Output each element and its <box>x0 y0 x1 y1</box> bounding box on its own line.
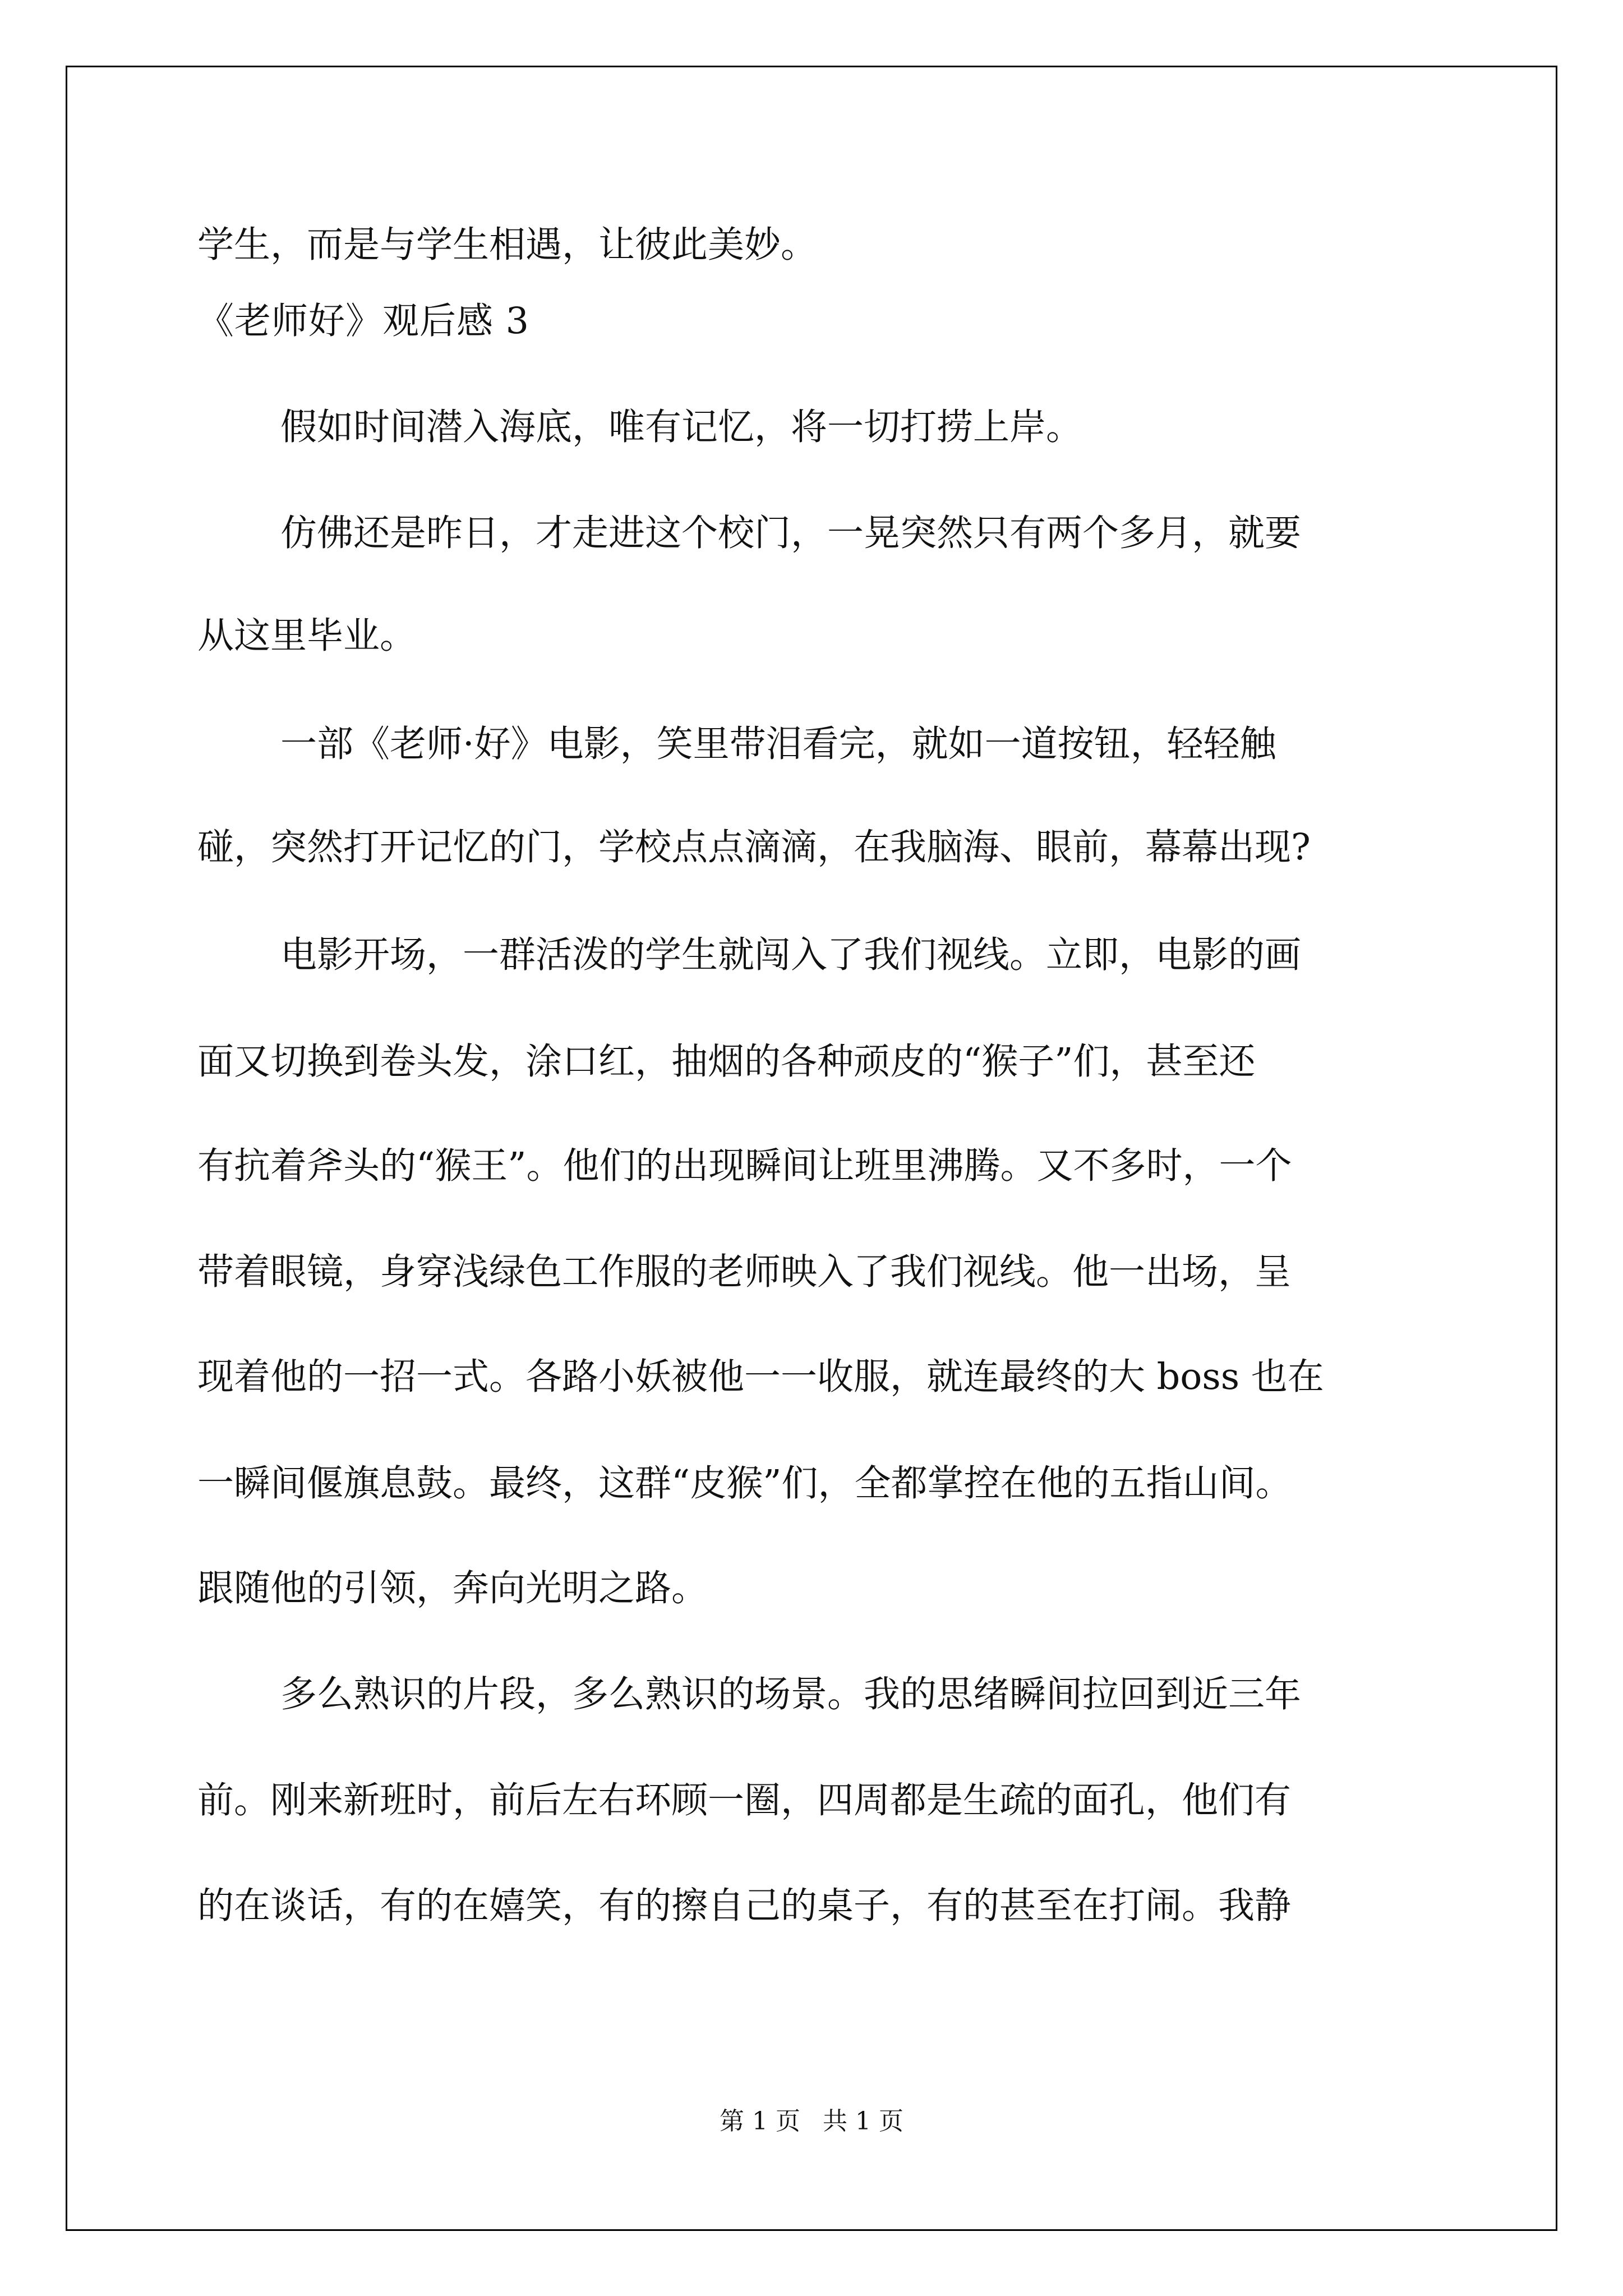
paragraph-line: 的在谈话，有的在嬉笑，有的擦自己的桌子，有的甚至在打闹。我静 <box>197 1885 1292 1927</box>
text-line: 学生，而是与学生相遇，让彼此美妙。 <box>197 224 818 266</box>
page-number: 第 1 页 <box>720 2107 800 2136</box>
paragraph-line: 有抗着斧头的“猴王”。他们的出现瞬间让班里沸腾。又不多时，一个 <box>197 1145 1292 1187</box>
section-title: 《老师好》观后感 3 <box>197 300 530 342</box>
paragraph-line: 碰，突然打开记忆的门，学校点点滴滴，在我脑海、眼前，幕幕出现? <box>197 826 1311 868</box>
paragraph-line: 一部《老师·好》电影，笑里带泪看完，就如一道按钮，轻轻触 <box>280 723 1276 765</box>
paragraph-line: 假如时间潜入海底，唯有记忆，将一切打捞上岸。 <box>280 406 1083 448</box>
paragraph-line: 多么熟识的片段，多么熟识的场景。我的思绪瞬间拉回到近三年 <box>280 1673 1302 1715</box>
paragraph-line: 仿佛还是昨日，才走进这个校门，一晃突然只有两个多月，就要 <box>280 512 1302 554</box>
paragraph-line: 一瞬间偃旗息鼓。最终，这群“皮猴”们，全都掌控在他的五指山间。 <box>197 1462 1292 1504</box>
paragraph-line: 电影开场，一群活泼的学生就闯入了我们视线。立即，电影的画 <box>280 934 1302 976</box>
page-footer <box>0 2101 1623 2137</box>
paragraph-line: 前。刚来新班时，前后左右环顾一圈，四周都是生疏的面孔，他们有 <box>197 1779 1292 1821</box>
paragraph-line: 面又切换到卷头发，涂口红，抽烟的各种顽皮的“猴子”们，甚至还 <box>197 1041 1256 1083</box>
page-total: 共 1 页 <box>823 2107 903 2136</box>
paragraph-line: 带着眼镜，身穿浅绿色工作服的老师映入了我们视线。他一出场，呈 <box>197 1251 1292 1293</box>
paragraph-line: 从这里毕业。 <box>197 615 417 657</box>
paragraph-line: 跟随他的引领，奔向光明之路。 <box>197 1567 708 1609</box>
paragraph-line: 现着他的一招一式。各路小妖被他一一收服，就连最终的大 boss 也在 <box>197 1356 1324 1398</box>
